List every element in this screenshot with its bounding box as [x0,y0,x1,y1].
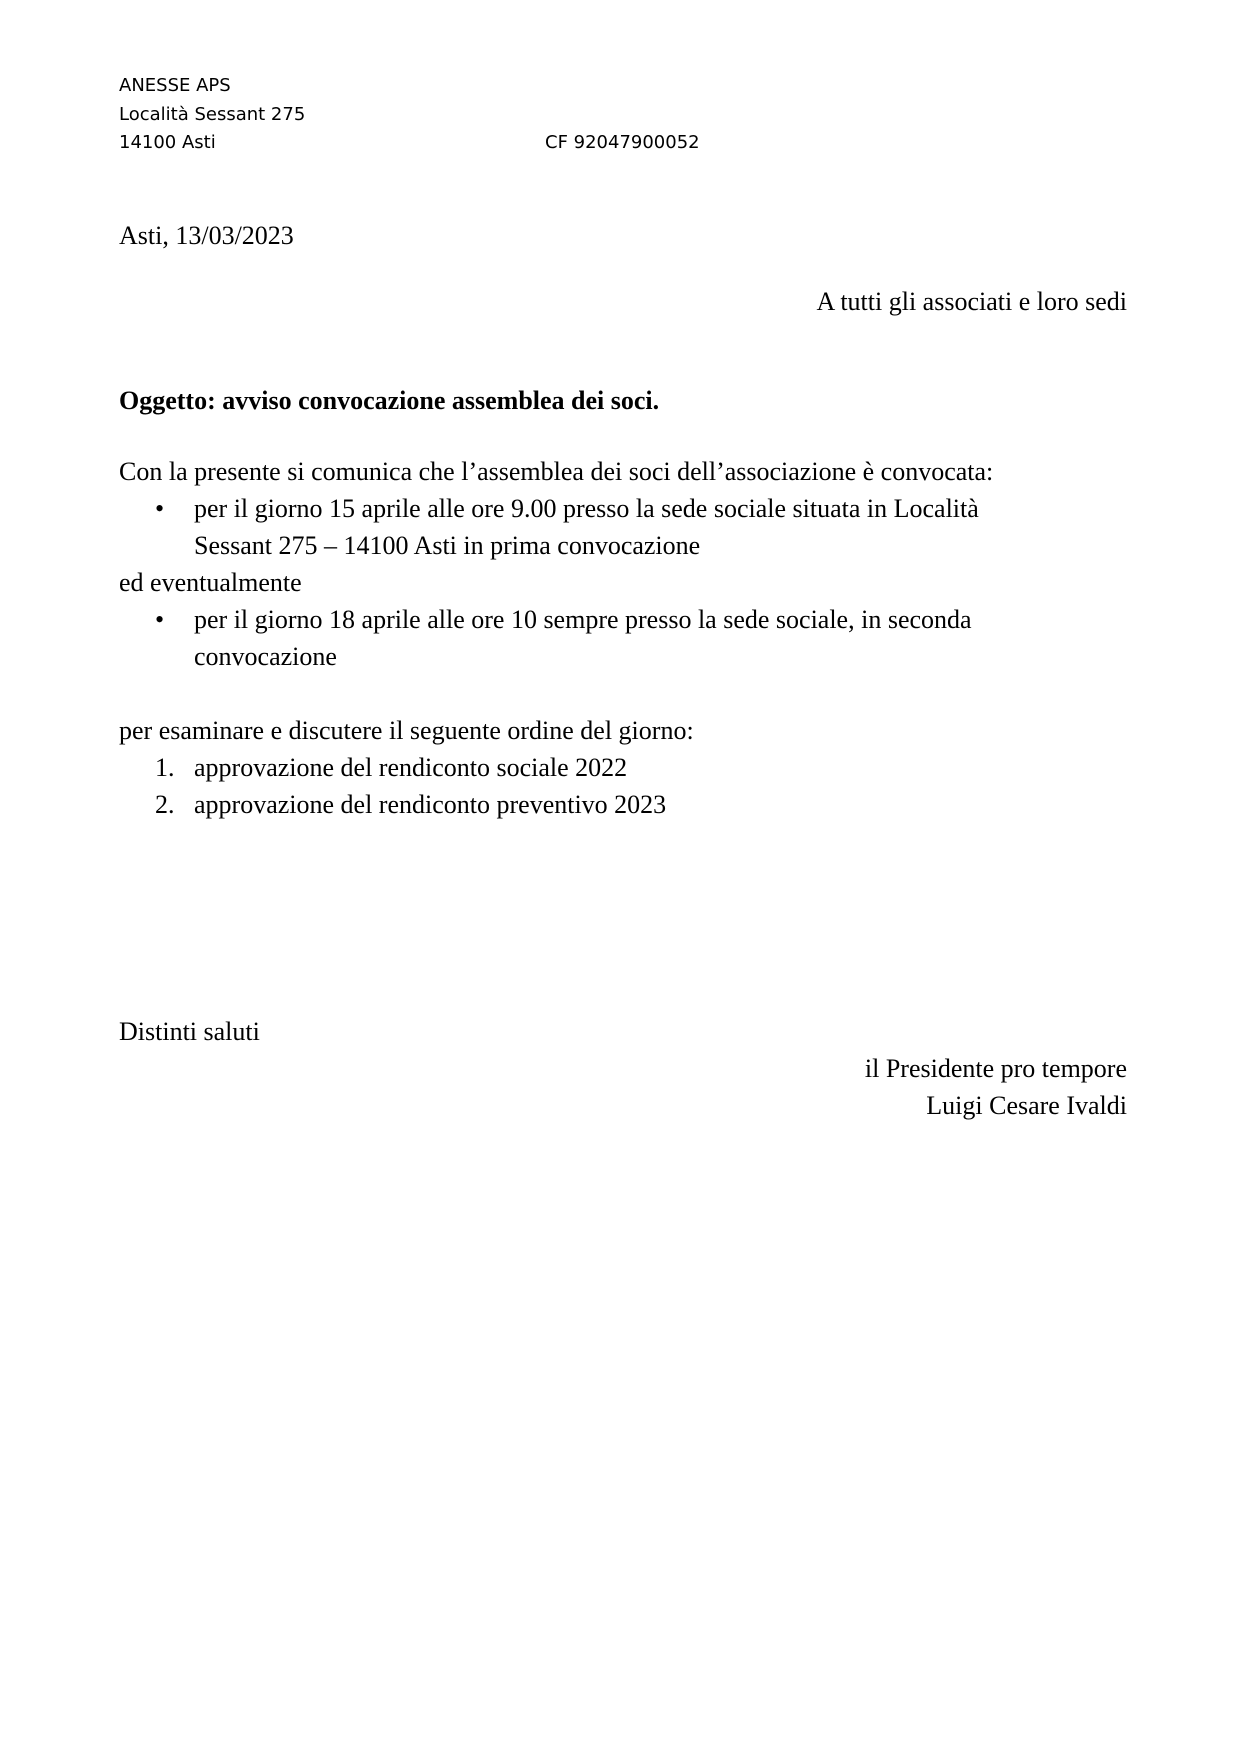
list-item [119,490,1129,564]
signer-role: il Presidente pro tempore [864,1054,1127,1083]
signer-name: Luigi Cesare Ivaldi [926,1091,1127,1120]
agenda-list [119,749,1129,823]
agenda-item-text: approvazione del rendiconto sociale 2022 [194,753,628,782]
intro-paragraph: Con la presente si comunica che l’assemblea dei soci dell’associazione è convocata: [119,457,994,486]
first-call-list [119,490,1129,564]
list-item [119,749,1129,786]
second-call-line-1: per il giorno 18 aprile alle ore 10 sempre presso la sede sociale, in seconda [194,605,972,634]
connector-text: ed eventualmente [119,568,302,597]
tax-code: CF 92047900052 [545,132,700,153]
first-call-line-2: Sessant 275 – 14100 Asti in prima convocazione [194,531,701,560]
organization-city: 14100 Asti [119,132,216,153]
recipient-line: A tutti gli associati e loro sedi [816,287,1127,316]
agenda-intro: per esaminare e discutere il seguente ordine del giorno: [119,716,694,745]
list-item [119,786,1129,823]
place-date: Asti, 13/03/2023 [119,221,294,250]
closing-salutation: Distinti saluti [119,1017,260,1046]
second-call-list [119,601,1129,675]
bullet-marker: • [155,605,165,634]
subject-line: Oggetto: avviso convocazione assemblea dei soci. [119,386,660,415]
second-call-line-2: convocazione [194,642,337,671]
list-item [119,601,1129,675]
agenda-number: 2. [155,790,175,819]
agenda-number: 1. [155,753,175,782]
bullet-marker: • [155,494,165,523]
first-call-line-1: per il giorno 15 aprile alle ore 9.00 presso la sede sociale situata in Località [194,494,979,523]
organization-address: Località Sessant 275 [119,104,306,125]
organization-name: ANESSE APS [119,75,231,96]
agenda-item-text: approvazione del rendiconto preventivo 2023 [194,790,667,819]
